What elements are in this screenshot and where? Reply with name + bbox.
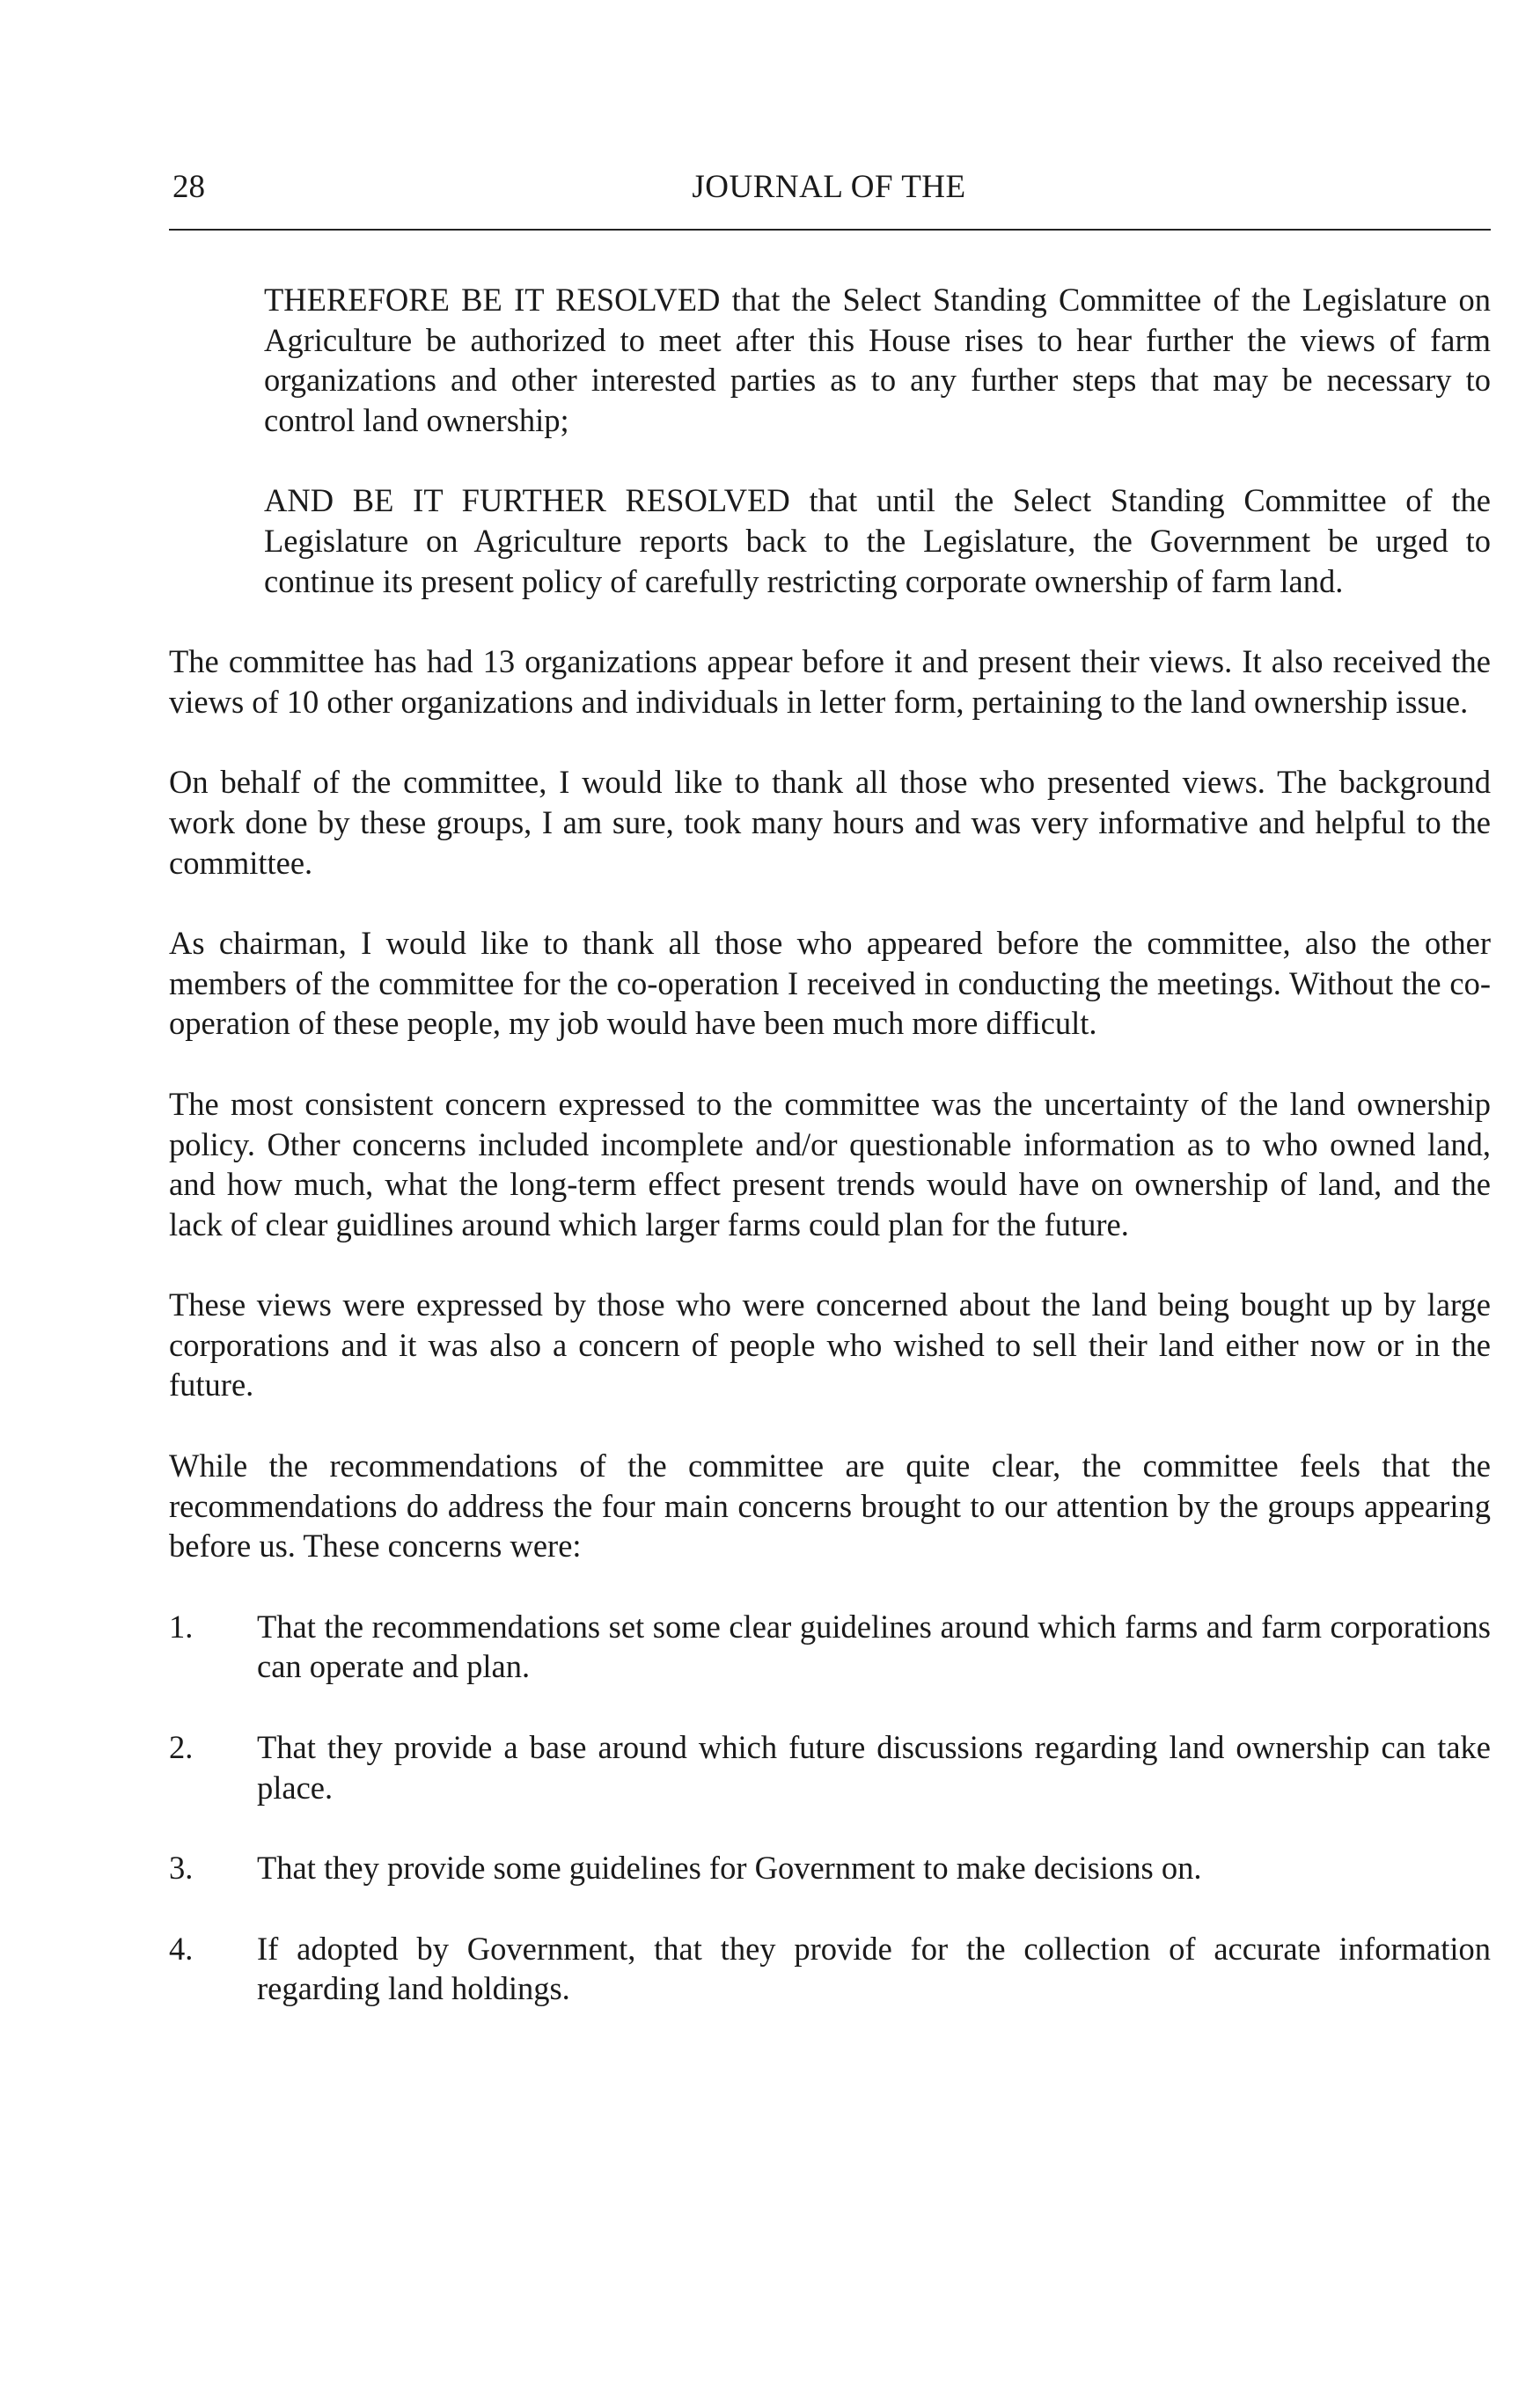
concerns-list	[169, 1607, 1491, 2009]
list-item	[169, 1727, 1491, 1807]
list-item-number: 3.	[169, 1850, 194, 1887]
resolution-paragraph: THEREFORE BE IT RESOLVED that the Select Standing Committee of the Legislature on Agriculture be authorized to meet after this House rises to hear further the views of farm organizations and other interested parties as to any further steps that may be necessary to control land ownership;	[264, 282, 1491, 438]
body-paragraph: The committee has had 13 organizations appear before it and present their views. It also received the views of 10 other organizations and individuals in letter form, pertaining to the land ownership issue.	[169, 643, 1491, 720]
list-item	[169, 1607, 1491, 1687]
list-item-number: 1.	[169, 1608, 194, 1645]
page-number: 28	[172, 169, 205, 205]
list-item-text: That they provide a base around which future discussions regarding land ownership can take place.	[257, 1729, 1491, 1806]
list-item-number: 4.	[169, 1930, 194, 1967]
body-paragraph: As chairman, I would like to thank all those who appeared before the committee, also the other members of the committee for the co-operation I received in conducting the meetings. Without the co-operation of these people, my job would have been much more difficult.	[169, 925, 1491, 1042]
list-item-text: That they provide some guidelines for Government to make decisions on.	[257, 1850, 1202, 1887]
list-item-text: That the recommendations set some clear guidelines around which farms and farm corporations can operate and plan.	[257, 1608, 1491, 1685]
list-item	[169, 1848, 1491, 1888]
document-body	[169, 280, 1491, 2049]
body-paragraph: The most consistent concern expressed to the committee was the uncertainty of the land ownership policy. Other concerns included incomplete and/or questionable information as to who owned land, and how much, what the long-term effect present trends would have on ownership of land, and the lack of clear guidlines around which larger farms could plan for the future.	[169, 1085, 1491, 1242]
body-paragraph: On behalf of the committee, I would like to thank all those who presented views. The background work done by these groups, I am sure, took many hours and was very informative and helpful to the committee.	[169, 764, 1491, 881]
page-header	[169, 167, 1489, 211]
header-divider	[169, 229, 1491, 231]
body-paragraph: These views were expressed by those who were concerned about the land being bought up by large corporations and it was also a concern of people who wished to sell their land either now or in the future.	[169, 1286, 1491, 1404]
resolution-paragraph: AND BE IT FURTHER RESOLVED that until the Select Standing Committee of the Legislature on Agriculture reports back to the Legislature, the Government be urged to continue its present policy of carefully restricting corporate ownership of farm land.	[264, 482, 1491, 599]
list-item	[169, 1929, 1491, 2009]
body-paragraph: While the recommendations of the committee are quite clear, the committee feels that the recommendations do address the four main concerns brought to our attention by the groups appearing before us. These concerns were:	[169, 1448, 1491, 1565]
list-item-number: 2.	[169, 1729, 194, 1766]
list-item-text: If adopted by Government, that they provide for the collection of accurate information regarding land holdings.	[257, 1930, 1491, 2007]
running-title: JOURNAL OF THE	[692, 169, 966, 205]
